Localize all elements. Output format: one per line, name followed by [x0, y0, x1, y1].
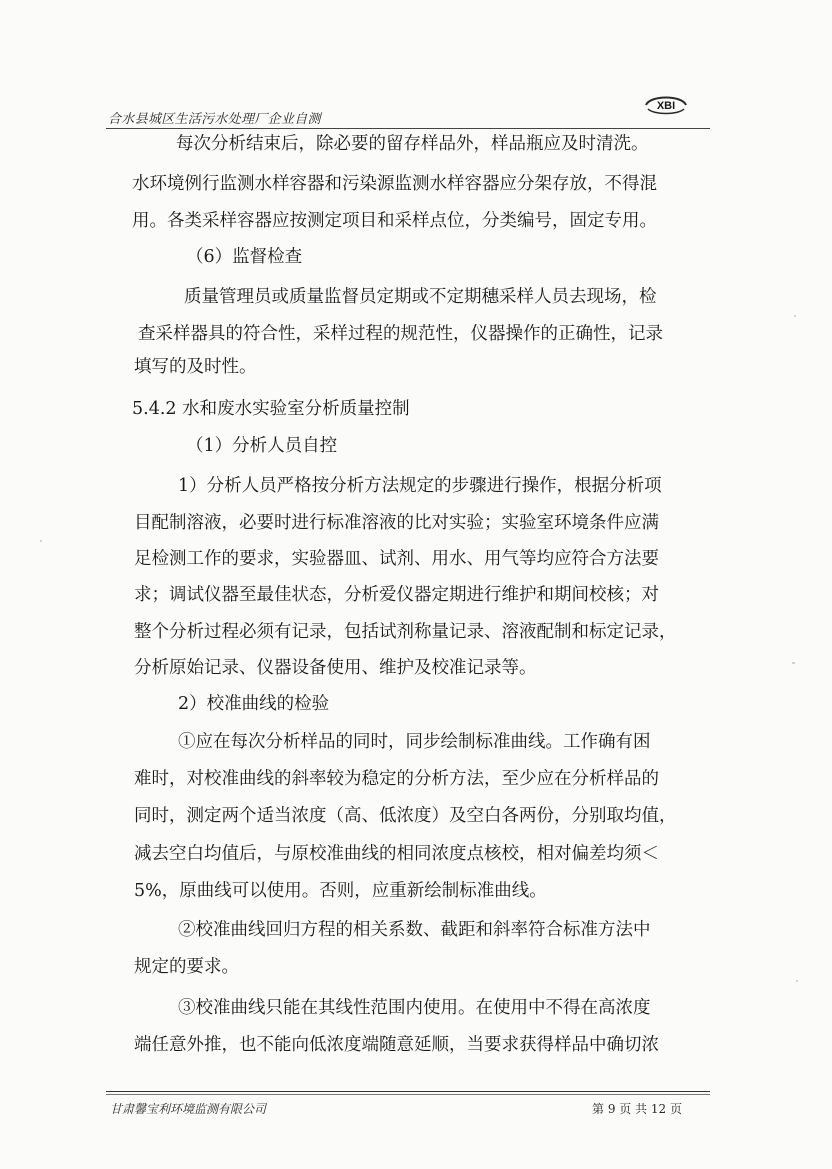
- text-line: 整个分析过程必须有记录，包括试剂称量记录、溶液配制和标定记录，: [134, 622, 677, 642]
- text-line: 5%，原曲线可以使用。否则，应重新绘制标准曲线。: [134, 881, 547, 901]
- scan-speck: [796, 980, 798, 982]
- company-logo-icon: [640, 92, 692, 118]
- text-line: 足检测工作的要求，实验器皿、试剂、用水、用气等均应符合方法要: [134, 549, 659, 569]
- scan-speck: [794, 315, 796, 317]
- section-heading: 2）校准曲线的检验: [178, 694, 330, 714]
- text-line: ①应在每次分析样品的同时，同步绘制标准曲线。工作确有困: [178, 732, 651, 752]
- section-heading: （6）监督检查: [186, 247, 303, 267]
- text-line: 目配制溶液，必要时进行标准溶液的比对实验；实验室环境条件应满: [134, 513, 659, 533]
- text-line: 水环境例行监测水样容器和污染源监测水样容器应分架存放，不得混: [132, 174, 657, 194]
- text-line: 端任意外推，也不能向低浓度端随意延顺，当要求获得样品中确切浓: [134, 1035, 659, 1055]
- scan-speck: [792, 662, 795, 664]
- text-line: 同时，测定两个适当浓度（高、低浓度）及空白各两份，分别取均值，: [134, 806, 677, 826]
- logo-text: XBI: [656, 100, 676, 112]
- page-number: 第 9 页 共 12 页: [592, 1102, 682, 1116]
- text-line: 用。各类采样容器应按测定项目和采样点位，分类编号，固定专用。: [132, 211, 657, 231]
- section-heading: （1）分析人员自控: [186, 436, 338, 456]
- footer-company: 甘肃馨宝利环境监测有限公司: [110, 1102, 267, 1116]
- header-title: 合水县城区生活污水处理厂企业自测: [108, 112, 321, 127]
- text-line: 查采样器具的符合性，采样过程的规范性，仪器操作的正确性，记录: [138, 324, 663, 344]
- text-line: 减去空白均值后，与原校准曲线的相同浓度点核校，相对偏差均须＜: [134, 844, 659, 864]
- text-line: 规定的要求。: [134, 957, 239, 977]
- section-heading: 5.4.2 水和废水实验室分析质量控制: [132, 399, 410, 419]
- text-line: 填写的及时性。: [134, 357, 257, 377]
- text-line: 质量管理员或质量监督员定期或不定期穗采样人员去现场，检: [184, 287, 657, 307]
- text-line: 1）分析人员严格按分析方法规定的步骤进行操作，根据分析项: [178, 476, 662, 496]
- text-line: 求；调试仪器至最佳状态，分析爱仪器定期进行维护和期间校核；对: [134, 585, 659, 605]
- text-line: ②校准曲线回归方程的相关系数、截距和斜率符合标准方法中: [178, 920, 651, 940]
- header-divider: [106, 128, 710, 129]
- text-line: ③校准曲线只能在其线性范围内使用。在使用中不得在高浓度: [178, 998, 651, 1018]
- footer-divider: [106, 1091, 710, 1092]
- text-line: 每次分析结束后，除必要的留存样品外，样品瓶应及时清洗。: [176, 134, 649, 154]
- text-line: 难时，对校准曲线的斜率较为稳定的分析方法，至少应在分析样品的: [134, 769, 659, 789]
- text-line: 分析原始记录、仪器设备使用、维护及校准记录等。: [134, 658, 537, 678]
- scan-speck: [40, 540, 42, 542]
- footer-divider-secondary: [106, 1094, 710, 1095]
